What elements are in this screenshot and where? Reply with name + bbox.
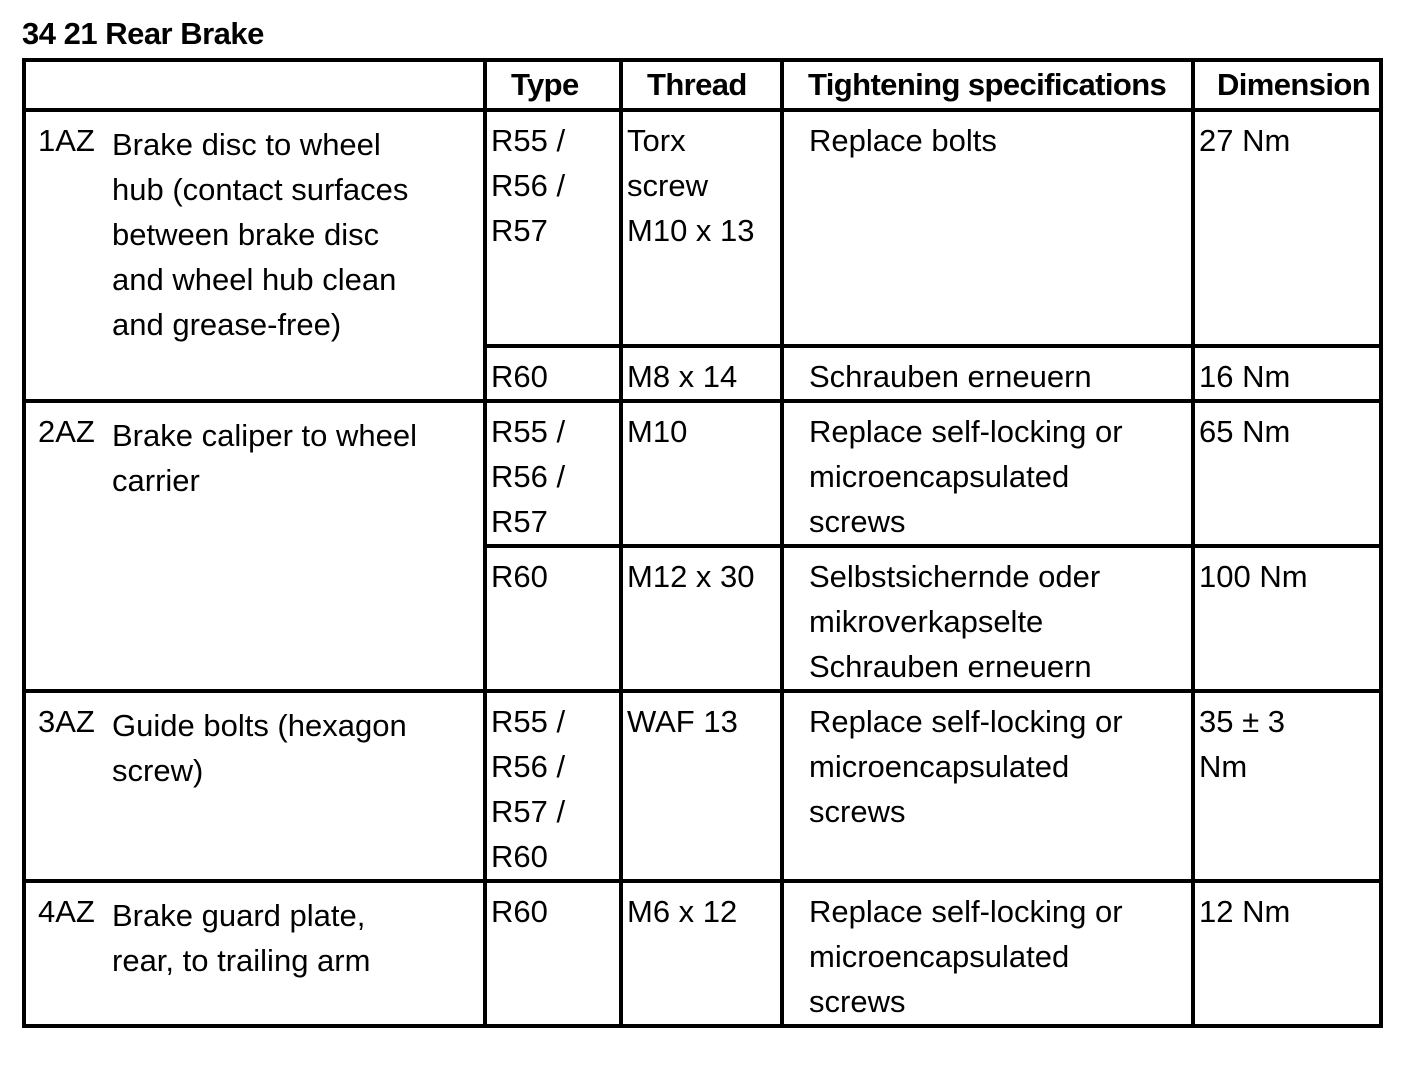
description-line: carrier — [112, 463, 200, 498]
thread-cell — [621, 881, 782, 1026]
type-line: R56 / — [491, 459, 566, 494]
tightening-line: Selbstsichernde oder — [809, 559, 1101, 594]
header-type: Type — [485, 60, 621, 110]
type-cell — [485, 110, 621, 346]
thread-cell — [621, 401, 782, 546]
thread-line: screw — [627, 168, 708, 203]
type-line: R60 — [491, 559, 548, 594]
dimension-line: 35 ± 3 — [1199, 704, 1285, 739]
tightening-line: Replace bolts — [809, 123, 997, 158]
dimension-cell — [1193, 881, 1381, 1026]
header-thread: Thread — [621, 60, 782, 110]
item-description — [112, 122, 483, 347]
table-row — [24, 881, 1381, 1026]
item-code: 3AZ — [38, 704, 95, 739]
rear-brake-spec-table — [22, 58, 1383, 1028]
dimension-line: Nm — [1199, 749, 1248, 784]
thread-cell — [621, 691, 782, 881]
description-line: between brake disc — [112, 217, 380, 252]
table-row — [24, 401, 1381, 546]
type-cell — [485, 346, 621, 401]
thread-line: M12 x 30 — [627, 559, 755, 594]
description-line: Guide bolts (hexagon — [112, 708, 407, 743]
type-line: R60 — [491, 359, 548, 394]
tightening-cell — [782, 881, 1193, 1026]
description-line: and grease-free) — [112, 307, 342, 342]
item-code: 2AZ — [38, 414, 95, 449]
type-line: R56 / — [491, 168, 566, 203]
tightening-cell — [782, 346, 1193, 401]
dimension-line: 27 Nm — [1199, 123, 1291, 158]
tightening-line: Schrauben erneuern — [809, 649, 1092, 684]
tightening-line: microencapsulated — [809, 749, 1070, 784]
type-line: R57 — [491, 213, 548, 248]
tightening-cell — [782, 110, 1193, 346]
dimension-line: 65 Nm — [1199, 414, 1291, 449]
table-header-row — [24, 60, 1381, 110]
tightening-line: Replace self-locking or — [809, 414, 1123, 449]
tightening-cell — [782, 401, 1193, 546]
type-line: R55 / — [491, 704, 566, 739]
tightening-line: Replace self-locking or — [809, 894, 1123, 929]
description-line: rear, to trailing arm — [112, 943, 371, 978]
type-line: R60 — [491, 839, 548, 874]
type-line: R55 / — [491, 414, 566, 449]
header-dimension: Dimension — [1193, 60, 1381, 110]
table-body — [24, 110, 1381, 1026]
dimension-cell — [1193, 110, 1381, 346]
type-cell — [485, 401, 621, 546]
dimension-line: 16 Nm — [1199, 359, 1291, 394]
description-line: and wheel hub clean — [112, 262, 397, 297]
tightening-line: screws — [809, 984, 906, 1019]
dimension-cell — [1193, 346, 1381, 401]
page-title: 34 21 Rear Brake — [22, 16, 264, 51]
dimension-cell — [1193, 691, 1381, 881]
thread-cell — [621, 546, 782, 691]
tightening-line: screws — [809, 504, 906, 539]
type-line: R57 / — [491, 794, 566, 829]
type-line: R55 / — [491, 123, 566, 158]
item-description — [112, 893, 483, 983]
thread-line: Torx — [627, 123, 686, 158]
thread-line: M8 x 14 — [627, 359, 738, 394]
dimension-line: 100 Nm — [1199, 559, 1308, 594]
type-line: R56 / — [491, 749, 566, 784]
thread-line: WAF 13 — [627, 704, 738, 739]
description-line: Brake disc to wheel — [112, 127, 381, 162]
item-description — [112, 413, 483, 503]
tightening-cell — [782, 691, 1193, 881]
type-cell — [485, 691, 621, 881]
table-row — [24, 110, 1381, 346]
type-cell — [485, 881, 621, 1026]
item-code: 4AZ — [38, 894, 95, 929]
tightening-line: Schrauben erneuern — [809, 359, 1092, 394]
description-line: hub (contact surfaces — [112, 172, 409, 207]
dimension-cell — [1193, 546, 1381, 691]
tightening-line: mikroverkapselte — [809, 604, 1044, 639]
thread-cell — [621, 110, 782, 346]
description-line: Brake guard plate, — [112, 898, 366, 933]
item-description — [112, 703, 483, 793]
component-cell — [24, 110, 485, 401]
description-line: Brake caliper to wheel — [112, 418, 417, 453]
item-code: 1AZ — [38, 123, 95, 158]
dimension-cell — [1193, 401, 1381, 546]
thread-line: M10 — [627, 414, 688, 449]
thread-line: M6 x 12 — [627, 894, 738, 929]
component-cell — [24, 691, 485, 881]
tightening-line: microencapsulated — [809, 939, 1070, 974]
table-row — [24, 691, 1381, 881]
tightening-line: Replace self-locking or — [809, 704, 1123, 739]
type-cell — [485, 546, 621, 691]
component-cell — [24, 881, 485, 1026]
type-line: R57 — [491, 504, 548, 539]
header-blank — [24, 60, 485, 110]
tightening-line: microencapsulated — [809, 459, 1070, 494]
thread-cell — [621, 346, 782, 401]
type-line: R60 — [491, 894, 548, 929]
component-cell — [24, 401, 485, 691]
header-tightening-specifications: Tightening specifications — [782, 60, 1193, 110]
description-line: screw) — [112, 753, 204, 788]
dimension-line: 12 Nm — [1199, 894, 1291, 929]
thread-line: M10 x 13 — [627, 213, 755, 248]
tightening-line: screws — [809, 794, 906, 829]
tightening-cell — [782, 546, 1193, 691]
